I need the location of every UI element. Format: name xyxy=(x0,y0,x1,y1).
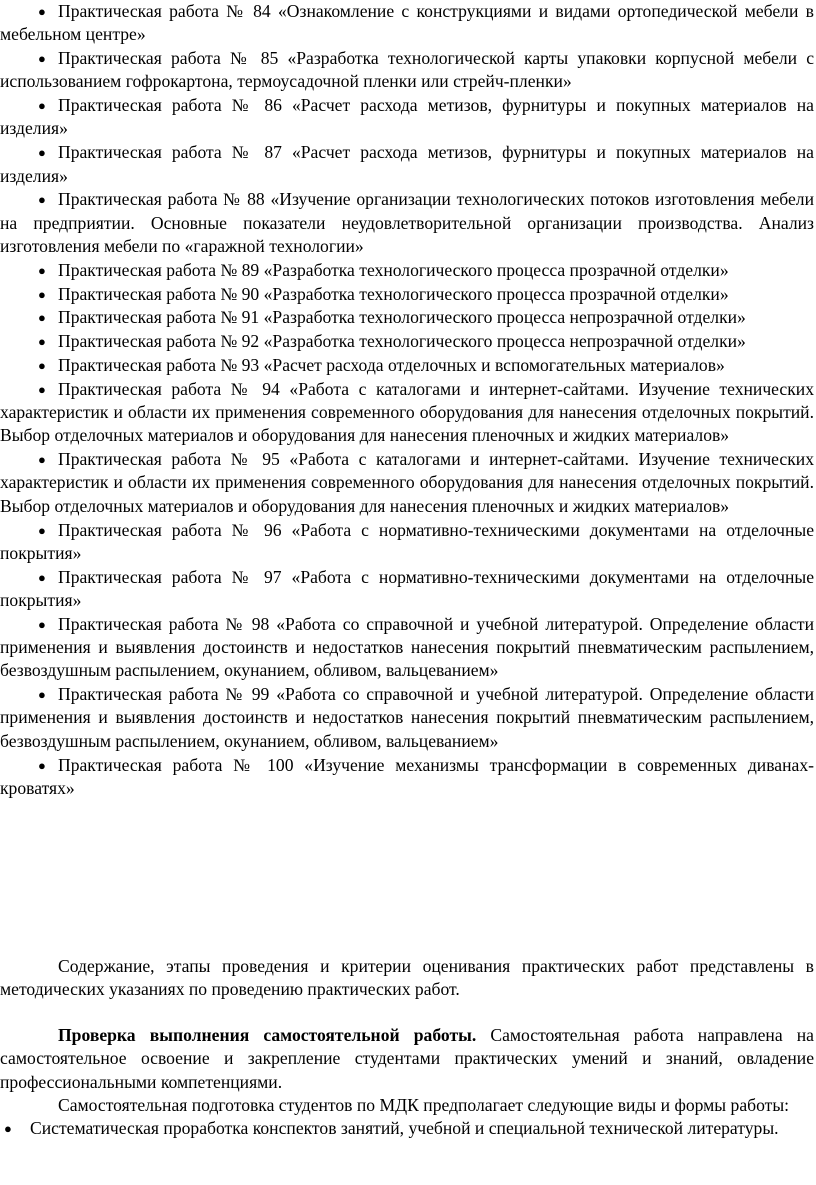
check-heading: Проверка выполнения самостоятельной работы. xyxy=(58,1025,477,1045)
list-item xyxy=(0,141,816,188)
list-item xyxy=(0,47,816,94)
content-paragraph: Содержание, этапы проведения и критерии оценивания практических работ представлены в методических указаниях по проведению практических работ. xyxy=(0,956,814,1000)
list-item-text: Практическая работа № 88 «Изучение организации технологических потоков изготовления мебели на предприятии. Основные показатели неудовлетворительной организации производства. Анализ изготовления мебели по «гаражной технологии» xyxy=(0,189,814,256)
list-item-text: Практическая работа № 84 «Ознакомление с конструкциями и видами ортопедической мебели в мебельном центре» xyxy=(0,1,814,45)
list-item-text: Практическая работа № 100 «Изучение механизмы трансформации в современных диванах-кроватях» xyxy=(0,754,814,798)
forms-paragraph: Самостоятельная подготовка студентов по МДК предполагает следующие виды и формы работы: xyxy=(58,1094,790,1115)
bullet-icon: ● xyxy=(38,145,46,161)
list-item xyxy=(0,330,816,353)
forms-list xyxy=(0,1117,816,1140)
list-item xyxy=(0,1117,816,1140)
check-paragraph xyxy=(0,1024,816,1094)
bullet-icon: ● xyxy=(38,687,46,703)
bullet-icon: ● xyxy=(38,310,46,326)
list-item-text: Практическая работа № 90 «Разработка технологического процесса прозрачной отделки» xyxy=(58,283,729,304)
list-item xyxy=(0,519,816,566)
bullet-icon: ● xyxy=(38,757,46,773)
list-item-text: Практическая работа № 92 «Разработка технологического процесса непрозрачной отделки» xyxy=(58,331,746,352)
list-item xyxy=(0,306,816,329)
content-section xyxy=(0,955,816,1002)
list-item xyxy=(0,0,816,47)
list-item-text: Практическая работа № 96 «Работа с нормативно-техническими документами на отделочные покрытия» xyxy=(0,519,814,563)
bullet-icon: ● xyxy=(38,357,46,373)
check-section xyxy=(0,1024,816,1140)
bullet-icon: ● xyxy=(38,334,46,350)
bullet-icon: ● xyxy=(38,262,46,278)
list-item xyxy=(0,188,816,258)
bullet-icon: ● xyxy=(38,522,46,538)
bullet-icon: ● xyxy=(38,616,46,632)
list-item-text: Практическая работа № 94 «Работа с каталогами и интернет-сайтами. Изучение технических характеристик и области их применения современного оборудования для нанесения отделочных покрытий. Выбор отделочных материалов и оборудования для нанесения пленочных и жидких материалов» xyxy=(0,378,814,446)
list-item-text: Практическая работа № 87 «Расчет расхода метизов, фурнитуры и покупных материалов на изделия» xyxy=(0,142,814,186)
list-item-text: Практическая работа № 91 «Разработка технологического процесса непрозрачной отделки» xyxy=(58,307,746,328)
bullet-icon: ● xyxy=(38,452,46,468)
list-item-text: Практическая работа № 85 «Разработка технологической карты упаковки корпусной мебели с использованием гофрокартона, термоусадочной пленки или стрейч-пленки» xyxy=(0,48,814,92)
list-item-text: Практическая работа № 98 «Работа со справочной и учебной литературой. Определение области применения и выявления достоинств и недостатков нанесения покрытий пневматическим распылением, безвоздушным распылением, окунанием, обливом, вальцеванием» xyxy=(0,613,814,681)
bullet-icon: ● xyxy=(38,4,46,19)
list-item xyxy=(0,448,816,518)
list-item-text: Систематическая проработка конспектов занятий, учебной и специальной технической литературы. xyxy=(30,1118,779,1139)
bullet-icon: ● xyxy=(4,1121,12,1137)
bullet-icon: ● xyxy=(38,51,46,67)
list-item xyxy=(0,283,816,306)
list-item-text: Практическая работа № 93 «Расчет расхода отделочных и вспомогательных материалов» xyxy=(58,354,725,375)
list-item xyxy=(0,566,816,613)
list-item-text: Практическая работа № 86 «Расчет расхода метизов, фурнитуры и покупных материалов на изделия» xyxy=(0,95,814,139)
bullet-icon: ● xyxy=(38,192,46,208)
check-text: Самостоятельная работа направлена на самостоятельное освоение и закрепление студентами практических умений и знаний, овладение профессиональными компетенциями. xyxy=(0,1025,814,1092)
bullet-icon: ● xyxy=(38,286,46,302)
list-item xyxy=(0,94,816,141)
list-item-text: Практическая работа № 89 «Разработка технологического процесса прозрачной отделки» xyxy=(58,259,729,280)
bullet-icon: ● xyxy=(38,381,46,397)
bullet-icon: ● xyxy=(38,569,46,585)
list-item-text: Практическая работа № 97 «Работа с нормативно-техническими документами на отделочные покрытия» xyxy=(0,566,814,610)
bullet-icon: ● xyxy=(38,98,46,114)
list-item xyxy=(0,683,816,753)
list-item xyxy=(0,754,816,801)
list-item-text: Практическая работа № 95 «Работа с каталогами и интернет-сайтами. Изучение технических характеристик и области их применения современного оборудования для нанесения отделочных покрытий. Выбор отделочных материалов и оборудования для нанесения пленочных и жидких материалов» xyxy=(0,449,814,516)
list-item xyxy=(0,378,816,448)
list-item xyxy=(0,354,816,377)
list-item-text: Практическая работа № 99 «Работа со справочной и учебной литературой. Определение области применения и выявления достоинств и недостатков нанесения покрытий пневматическим распылением, безвоздушным распылением, окунанием, обливом, вальцеванием» xyxy=(0,684,814,751)
list-item xyxy=(0,259,816,282)
list-item xyxy=(0,613,816,683)
